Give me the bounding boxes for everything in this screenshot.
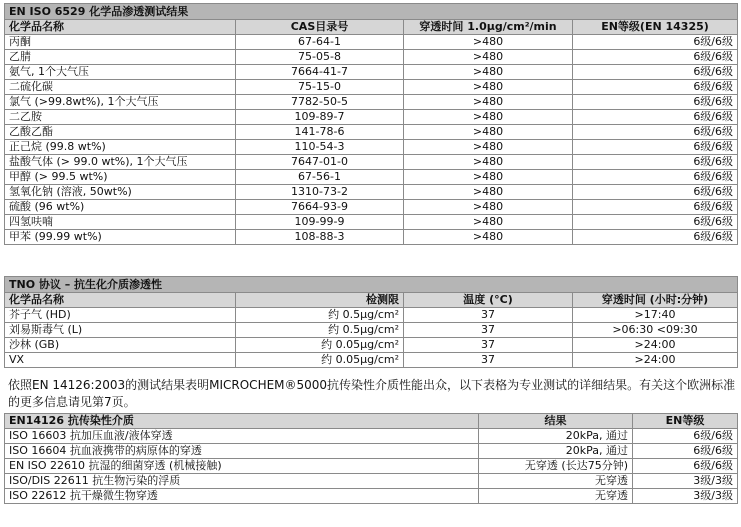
table-cell: 正己烷 (99.8 wt%) <box>5 140 236 155</box>
table-cell: >480 <box>404 185 573 200</box>
table-row <box>5 125 738 140</box>
infective-agents-table <box>4 413 738 504</box>
table-cell: 6级/6级 <box>573 230 738 245</box>
table-row <box>5 323 738 338</box>
column-header: EN等级(EN 14325) <box>573 20 738 35</box>
table-cell: 67-56-1 <box>236 170 404 185</box>
table-cell: 110-54-3 <box>236 140 404 155</box>
biochemical-table <box>4 276 738 368</box>
table-cell: >24:00 <box>573 338 738 353</box>
table-cell: EN ISO 22610 抗湿的细菌穿透 (机械接触) <box>5 459 479 474</box>
column-header: 检测限 <box>236 293 404 308</box>
table-cell: ISO 16603 抗加压血液/液体穿透 <box>5 429 479 444</box>
table-cell: VX <box>5 353 236 368</box>
table-cell: 无穿透 (长达75分钟) <box>479 459 633 474</box>
table-cell: 约 0.05μg/cm² <box>236 353 404 368</box>
column-header: EN等级 <box>633 414 738 429</box>
table-cell: >06:30 <09:30 <box>573 323 738 338</box>
table-cell: ISO/DIS 22611 抗生物污染的浮质 <box>5 474 479 489</box>
table-cell: >480 <box>404 65 573 80</box>
column-header: 结果 <box>479 414 633 429</box>
table-cell: 乙腈 <box>5 50 236 65</box>
table-cell: 7647-01-0 <box>236 155 404 170</box>
table-cell: 6级/6级 <box>573 155 738 170</box>
table-row <box>5 95 738 110</box>
table-cell: 6级/6级 <box>573 215 738 230</box>
column-header: 化学品名称 <box>5 293 236 308</box>
table-cell: 芥子气 (HD) <box>5 308 236 323</box>
table-cell: 141-78-6 <box>236 125 404 140</box>
table-cell: 6级/6级 <box>573 125 738 140</box>
table-cell: 刘易斯毒气 (L) <box>5 323 236 338</box>
column-header: 穿透时间 (小时:分钟) <box>573 293 738 308</box>
table-cell: 6级/6级 <box>633 444 738 459</box>
table-cell: 75-15-0 <box>236 80 404 95</box>
table-cell: 109-89-7 <box>236 110 404 125</box>
table-row <box>5 489 738 504</box>
table-cell: 7664-41-7 <box>236 65 404 80</box>
table-cell: 氨气, 1个大气压 <box>5 65 236 80</box>
table-cell: 109-99-9 <box>236 215 404 230</box>
table-cell: 67-64-1 <box>236 35 404 50</box>
table-cell: 75-05-8 <box>236 50 404 65</box>
table-cell: 20kPa, 通过 <box>479 429 633 444</box>
table-row <box>5 185 738 200</box>
table-row <box>5 215 738 230</box>
table-cell: 6级/6级 <box>573 110 738 125</box>
table-cell: 6级/6级 <box>633 429 738 444</box>
table-cell: 6级/6级 <box>573 95 738 110</box>
table-cell: >480 <box>404 35 573 50</box>
table-cell: >480 <box>404 170 573 185</box>
table-cell: 3级/3级 <box>633 474 738 489</box>
table-cell: 7782-50-5 <box>236 95 404 110</box>
table-cell: 无穿透 <box>479 489 633 504</box>
column-header: CAS目录号 <box>236 20 404 35</box>
table-row <box>5 140 738 155</box>
table-row <box>5 308 738 323</box>
table-row <box>5 338 738 353</box>
table-cell: 二乙胺 <box>5 110 236 125</box>
table-cell: 约 0.5μg/cm² <box>236 308 404 323</box>
table-cell: 20kPa, 通过 <box>479 444 633 459</box>
table-cell: >480 <box>404 110 573 125</box>
table-cell: 7664-93-9 <box>236 200 404 215</box>
table-row <box>5 474 738 489</box>
table-cell: 二硫化碳 <box>5 80 236 95</box>
table-cell: 四氢呋喃 <box>5 215 236 230</box>
table-cell: >480 <box>404 230 573 245</box>
table-cell: 沙林 (GB) <box>5 338 236 353</box>
table-cell: 6级/6级 <box>573 170 738 185</box>
table-cell: 约 0.05μg/cm² <box>236 338 404 353</box>
table-cell: 甲醇 (> 99.5 wt%) <box>5 170 236 185</box>
table-cell: 37 <box>404 338 573 353</box>
table-cell: >24:00 <box>573 353 738 368</box>
table-cell: 氯气 (>99.8wt%), 1个大气压 <box>5 95 236 110</box>
column-header: 穿透时间 1.0μg/cm²/min <box>404 20 573 35</box>
table-cell: 6级/6级 <box>573 200 738 215</box>
table-cell: 无穿透 <box>479 474 633 489</box>
table-row <box>5 170 738 185</box>
table-row <box>5 35 738 50</box>
table-cell: 37 <box>404 308 573 323</box>
note-paragraph: 依照EN 14126:2003的测试结果表明MICROCHEM®5000抗传染性介质性能出众，以下表格为专业测试的详细结果。有关这个欧洲标准的更多信息请见第7页。 <box>8 378 736 409</box>
table-cell: >480 <box>404 50 573 65</box>
table-row <box>5 200 738 215</box>
column-header: 化学品名称 <box>5 20 236 35</box>
table-row <box>5 353 738 368</box>
table-cell: >17:40 <box>573 308 738 323</box>
table-cell: 乙酸乙酯 <box>5 125 236 140</box>
table-cell: 6级/6级 <box>573 35 738 50</box>
table-cell: 6级/6级 <box>633 459 738 474</box>
table-row <box>5 155 738 170</box>
table-cell: 37 <box>404 323 573 338</box>
table-row <box>5 50 738 65</box>
table-cell: 6级/6级 <box>573 65 738 80</box>
table-row <box>5 230 738 245</box>
table-cell: >480 <box>404 155 573 170</box>
table-title: TNO 协议 – 抗生化介质渗透性 <box>5 277 738 293</box>
table-cell: >480 <box>404 125 573 140</box>
table-cell: 6级/6级 <box>573 140 738 155</box>
table-cell: 6级/6级 <box>573 185 738 200</box>
table-cell: ISO 16604 抗血液携带的病原体的穿透 <box>5 444 479 459</box>
table-cell: 丙酮 <box>5 35 236 50</box>
table-title: EN ISO 6529 化学品渗透测试结果 <box>5 4 738 20</box>
table-cell: 3级/3级 <box>633 489 738 504</box>
table-row <box>5 459 738 474</box>
table-cell: 甲苯 (99.99 wt%) <box>5 230 236 245</box>
table-cell: 硫酸 (96 wt%) <box>5 200 236 215</box>
table-title: EN14126 抗传染性介质 <box>5 414 479 429</box>
table-cell: 约 0.5μg/cm² <box>236 323 404 338</box>
table-cell: 氢氧化钠 (溶液, 50wt%) <box>5 185 236 200</box>
table-row <box>5 429 738 444</box>
table-cell: >480 <box>404 200 573 215</box>
permeation-table <box>4 3 738 245</box>
table-row <box>5 80 738 95</box>
table-row <box>5 110 738 125</box>
table-cell: >480 <box>404 140 573 155</box>
table-cell: 108-88-3 <box>236 230 404 245</box>
table-cell: 6级/6级 <box>573 50 738 65</box>
table-cell: >480 <box>404 95 573 110</box>
table-cell: 1310-73-2 <box>236 185 404 200</box>
table-cell: >480 <box>404 215 573 230</box>
table-row <box>5 444 738 459</box>
table-cell: 37 <box>404 353 573 368</box>
table-cell: >480 <box>404 80 573 95</box>
column-header: 温度 (°C) <box>404 293 573 308</box>
table-cell: 6级/6级 <box>573 80 738 95</box>
table-row <box>5 65 738 80</box>
table-cell: 盐酸气体 (> 99.0 wt%), 1个大气压 <box>5 155 236 170</box>
table-cell: ISO 22612 抗干燥微生物穿透 <box>5 489 479 504</box>
